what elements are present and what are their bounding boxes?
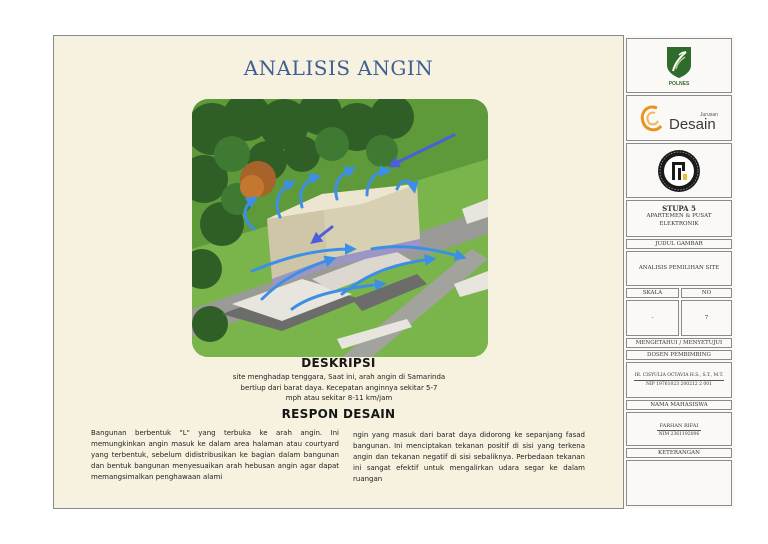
mahasiswa-nim: NIM 2361192006 <box>658 432 700 437</box>
mahasiswa-label: NAMA MAHASISWA <box>650 401 708 408</box>
judul-gambar-value: ANALISIS PEMILIHAN SITE <box>638 265 720 271</box>
polnes-logo-text: POLNES <box>668 80 690 87</box>
respon-desain-right-paragraph: ngin yang masuk dari barat daya didorong ke sepanjang fasad bangunan. Ini menciptakan tekanan positif di sisi yang terkena angin dan tekanan negatif di sisi sebaliknya. Perbedaan tekanan ini sangat efektif untuk mengalirkan udara segar ke dalam ruangan <box>353 431 585 483</box>
judul-gambar-label: JUDUL GAMBAR <box>655 240 703 247</box>
desain-logo-icon <box>639 104 663 134</box>
drawing-sheet <box>53 35 733 509</box>
judul-gambar-value-box <box>626 251 732 286</box>
desain-logo-small-text: Jurusan <box>700 112 718 118</box>
dosen-label: DOSEN PEMBIMBING <box>647 351 711 358</box>
project-title: STUPA 5 <box>662 204 696 213</box>
desain-logo-text: Desain <box>669 116 716 133</box>
mengetahui-label: MENGETAHUI / MENYETUJUI <box>635 339 723 346</box>
judul-gambar-label-box <box>626 239 732 249</box>
skala-value-box <box>626 300 679 336</box>
skala-value: - <box>651 314 654 321</box>
mahasiswa-box <box>626 412 732 446</box>
ppi-seal-icon <box>657 149 701 193</box>
project-subtitle: APARTEMEN & PUSAT ELEKTRONIK <box>646 213 712 227</box>
respon-desain-heading: RESPON DESAIN <box>281 407 396 421</box>
desain-logo-box <box>626 95 732 141</box>
dosen-nip: NIP 19761023 200212 2 001 <box>646 382 712 387</box>
skala-label: SKALA <box>642 289 663 296</box>
keterangan-label: KETERANGAN <box>658 449 700 456</box>
polnes-logo-icon <box>664 45 694 79</box>
project-box <box>626 200 732 237</box>
respon-desain-left-paragraph: Bangunan berbentuk "L" yang terbuka ke arah angin. Ini memungkinkan angin masuk ke dalam area halaman atau courtyard yang terbentuk, sebelum didistribusikan ke bagian dalam bangunan dan bentuk bangunan menyesuaikan arah hebusan angin agar dapat memangsimalkan penghawaan alami <box>91 429 339 481</box>
deskripsi-text: site menghadap tenggara, Saat ini, arah angin di Samarinda bertiup dari barat daya. Kecepatan anginnya sekitar 5-7 mph atau sekitar 8-11 km/jam <box>232 373 446 402</box>
mengetahui-label-box <box>626 338 732 348</box>
dosen-box <box>626 362 732 398</box>
title-block <box>623 35 735 509</box>
main-panel <box>54 36 623 508</box>
keterangan-box <box>626 460 732 506</box>
no-label: NO <box>701 289 712 296</box>
dosen-name: IR. CISYULIA OCTAVIA H.S., S.T., M.T. <box>634 373 724 378</box>
deskripsi-heading: DESKRIPSI <box>301 356 376 370</box>
polnes-logo-box <box>626 38 732 93</box>
no-label-box <box>681 288 732 298</box>
page-title: ANALISIS ANGIN <box>243 56 434 80</box>
mahasiswa-label-box <box>626 400 732 410</box>
no-value-box <box>681 300 732 336</box>
dosen-label-box <box>626 350 732 360</box>
wind-analysis-illustration <box>192 99 488 357</box>
no-value: 7 <box>704 314 709 321</box>
skala-label-box <box>626 288 679 298</box>
keterangan-label-box <box>626 448 732 458</box>
mahasiswa-name: FARHAN RIFAI <box>659 423 699 429</box>
seal-logo-box <box>626 143 732 198</box>
